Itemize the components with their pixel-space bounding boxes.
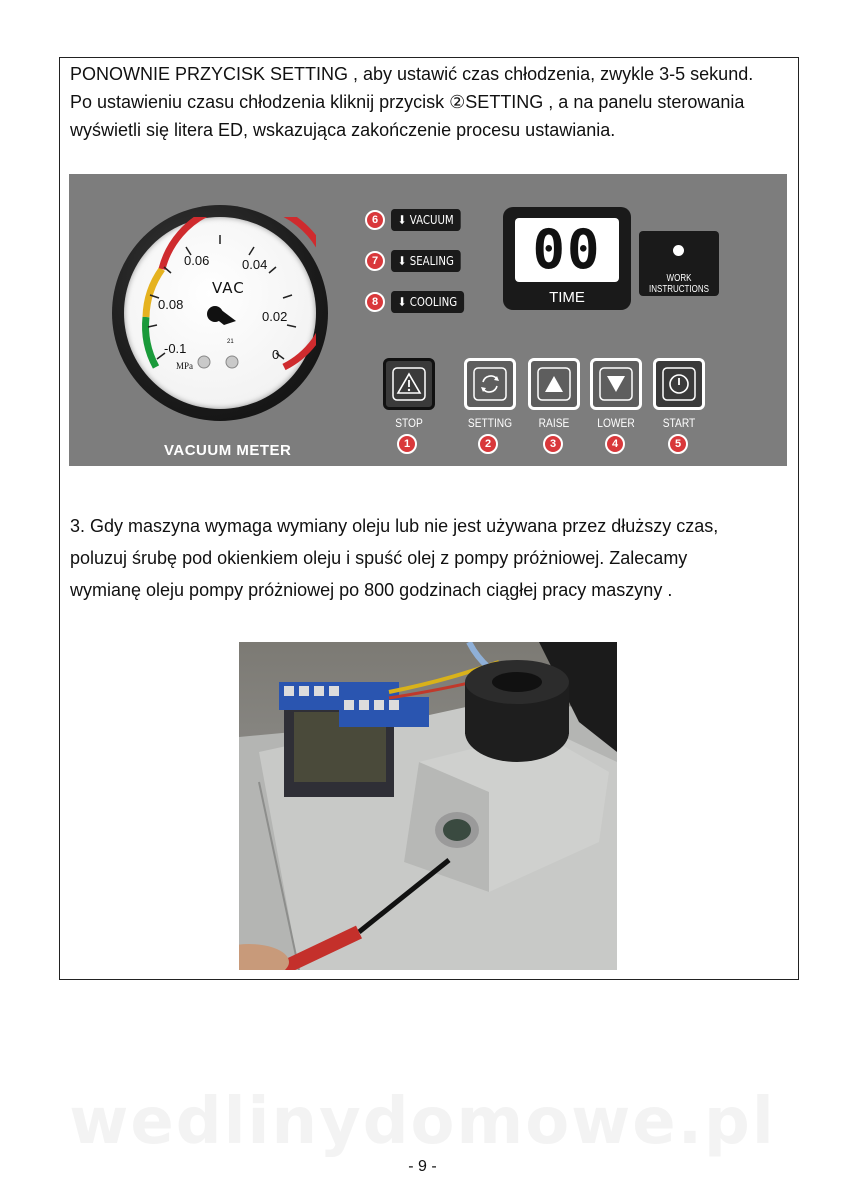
- number-badge: 1: [397, 434, 417, 454]
- gauge-brand-logo: VAC: [212, 279, 245, 297]
- down-arrow-icon: ⬇: [397, 213, 407, 227]
- gauge-unit: MPa: [176, 361, 194, 371]
- work-instructions-label: WORK INSTRUCTIONS: [649, 273, 709, 295]
- cooling-tag: [391, 291, 464, 313]
- display-digits: 00: [532, 218, 602, 281]
- time-display: [503, 207, 631, 310]
- gauge-label-004: 0.04: [242, 257, 268, 272]
- lower-label: LOWER: [597, 416, 635, 430]
- pump-oil-drain-photo: [239, 642, 617, 970]
- number-badge: 4: [605, 434, 625, 454]
- watermark: wedlinydomowe.pl: [69, 1085, 776, 1159]
- setting-label: SETTING: [467, 416, 513, 430]
- work-instructions-indicator: [639, 231, 719, 296]
- gauge-label-008: 0.08: [158, 297, 184, 312]
- tag-label: SEALING: [409, 254, 454, 268]
- indicator-dot: [673, 245, 684, 256]
- lower-key: [590, 358, 642, 410]
- power-icon: [662, 367, 696, 401]
- cycle-arrows-icon: [473, 367, 507, 401]
- stop-key: [383, 358, 435, 410]
- instruction-paragraph-2: 3. Gdy maszyna wymaga wymiany oleju lub nie jest używana przez dłuższy czas, poluzuj śrubę pod okienkiem oleju i spuść olej z pompy próżniowej. Zalecamy wymianę oleju pompy próżniowej po 800 godzinach ciągłej pracy maszyny .: [70, 516, 719, 600]
- vacuum-gauge: [112, 205, 328, 421]
- gauge-label-0: 0: [272, 347, 280, 362]
- down-triangle-icon: [599, 367, 633, 401]
- vacuum-meter-label: VACUUM METER: [164, 442, 292, 459]
- start-label: START: [662, 416, 696, 430]
- tag-vacuum: [365, 209, 473, 231]
- gauge-label-006: 0.06: [184, 253, 210, 268]
- display-screen: [515, 218, 619, 282]
- number-badge: 2: [478, 434, 498, 454]
- warning-triangle-icon: [392, 367, 426, 401]
- instruction-paragraph-1: PONOWNIE PRZYCISK SETTING , aby ustawić czas chłodzenia, zwykle 3-5 sekund. Po ustawieniu czasu chłodzenia kliknij przycisk ②SETTING , a na panelu sterowania wyświetli się litera ED, wskazująca zakończenie procesu ustawiania.: [70, 64, 754, 140]
- gauge-small-mark: 21: [227, 339, 234, 345]
- number-badge: 5: [668, 434, 688, 454]
- stop-label: STOP: [395, 416, 423, 430]
- page-number: - 9 -: [408, 1158, 437, 1175]
- tag-sealing: [365, 250, 473, 272]
- tag-cooling: [365, 291, 477, 313]
- gauge-face: [124, 217, 316, 409]
- number-badge: 3: [543, 434, 563, 454]
- tag-label: VACUUM: [409, 213, 454, 227]
- tag-label: COOLING: [409, 295, 458, 309]
- gauge-label-002: 0.02: [262, 309, 288, 324]
- raise-label: RAISE: [538, 416, 570, 430]
- gauge-label-minus01: -0.1: [164, 341, 187, 356]
- setting-key: [464, 358, 516, 410]
- start-key: [653, 358, 705, 410]
- down-arrow-icon: ⬇: [397, 295, 407, 309]
- vacuum-tag: [391, 209, 461, 231]
- number-badge: 8: [365, 292, 385, 312]
- control-panel-image: [69, 174, 787, 466]
- sealing-tag: [391, 250, 461, 272]
- number-badge: 6: [365, 210, 385, 230]
- time-label: TIME: [549, 289, 585, 306]
- raise-key: [528, 358, 580, 410]
- number-badge: 7: [365, 251, 385, 271]
- up-triangle-icon: [537, 367, 571, 401]
- down-arrow-icon: ⬇: [397, 254, 407, 268]
